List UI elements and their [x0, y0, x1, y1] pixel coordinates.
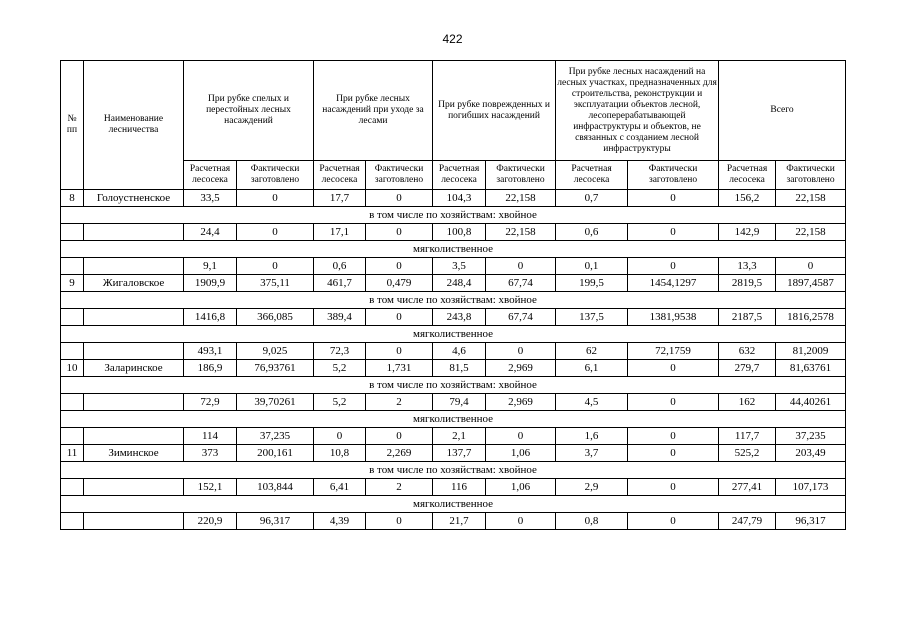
value-cell: 152,1: [184, 479, 237, 496]
value-cell: 1,06: [486, 445, 556, 462]
value-cell: 2,9: [556, 479, 628, 496]
subheader-actual: Фактически заготовлено: [628, 161, 719, 190]
value-cell: 6,41: [314, 479, 366, 496]
value-cell: 0: [366, 258, 433, 275]
value-cell: 2187,5: [719, 309, 776, 326]
subheader-actual: Фактически заготовлено: [776, 161, 846, 190]
value-cell: 203,49: [776, 445, 846, 462]
value-cell: 44,40261: [776, 394, 846, 411]
table-row: [61, 513, 846, 530]
value-cell: 81,5: [433, 360, 486, 377]
table-row: [61, 360, 846, 377]
value-cell: 0: [486, 513, 556, 530]
row-number: [61, 343, 84, 360]
value-cell: 76,93761: [237, 360, 314, 377]
value-cell: 248,4: [433, 275, 486, 292]
forestry-name: [84, 309, 184, 326]
value-cell: 0: [486, 428, 556, 445]
value-cell: 2: [366, 394, 433, 411]
category-row: [61, 292, 846, 309]
value-cell: 525,2: [719, 445, 776, 462]
col-group-header: При рубке спелых и перестойных лесных насаждений: [184, 61, 314, 161]
table-row: [61, 479, 846, 496]
table-row: [61, 428, 846, 445]
value-cell: 1897,4587: [776, 275, 846, 292]
value-cell: 0: [366, 309, 433, 326]
value-cell: 186,9: [184, 360, 237, 377]
value-cell: 9,025: [237, 343, 314, 360]
table-row: [61, 275, 846, 292]
row-number: [61, 258, 84, 275]
value-cell: 142,9: [719, 224, 776, 241]
category-row: [61, 377, 846, 394]
value-cell: 0,6: [556, 224, 628, 241]
value-cell: 0: [237, 224, 314, 241]
table-row: [61, 224, 846, 241]
category-row: [61, 496, 846, 513]
forestry-name: Жигаловское: [84, 275, 184, 292]
table-body: [61, 190, 846, 530]
page-number: 422: [442, 32, 463, 46]
value-cell: 81,63761: [776, 360, 846, 377]
table-row: [61, 445, 846, 462]
forestry-name: [84, 428, 184, 445]
value-cell: 5,2: [314, 394, 366, 411]
category-label: в том числе по хозяйствам: хвойное: [61, 207, 846, 224]
value-cell: 2: [366, 479, 433, 496]
value-cell: 67,74: [486, 275, 556, 292]
value-cell: 103,844: [237, 479, 314, 496]
value-cell: 0: [486, 258, 556, 275]
value-cell: 116: [433, 479, 486, 496]
value-cell: 107,173: [776, 479, 846, 496]
value-cell: 0,1: [556, 258, 628, 275]
value-cell: 24,4: [184, 224, 237, 241]
value-cell: 0: [628, 224, 719, 241]
value-cell: 22,158: [486, 190, 556, 207]
value-cell: 0: [628, 190, 719, 207]
subheader-planned: Расчетная лесосека: [184, 161, 237, 190]
subheader-actual: Фактически заготовлено: [366, 161, 433, 190]
subheader-planned: Расчетная лесосека: [719, 161, 776, 190]
value-cell: 67,74: [486, 309, 556, 326]
row-number: [61, 479, 84, 496]
value-cell: 0: [366, 190, 433, 207]
value-cell: 137,5: [556, 309, 628, 326]
value-cell: 0: [314, 428, 366, 445]
value-cell: 1381,9538: [628, 309, 719, 326]
forestry-name: [84, 258, 184, 275]
value-cell: 247,79: [719, 513, 776, 530]
subheader-actual: Фактически заготовлено: [237, 161, 314, 190]
value-cell: 2,269: [366, 445, 433, 462]
value-cell: 0,8: [556, 513, 628, 530]
value-cell: 22,158: [776, 224, 846, 241]
value-cell: 17,1: [314, 224, 366, 241]
row-number: 9: [61, 275, 84, 292]
category-label: мягколиственное: [61, 411, 846, 428]
value-cell: 243,8: [433, 309, 486, 326]
value-cell: 2819,5: [719, 275, 776, 292]
forestry-name: [84, 343, 184, 360]
value-cell: 0: [628, 394, 719, 411]
category-label: в том числе по хозяйствам: хвойное: [61, 462, 846, 479]
value-cell: 0: [366, 343, 433, 360]
category-row: [61, 207, 846, 224]
row-number: [61, 224, 84, 241]
col-group-header: При рубке лесных насаждений на лесных участках, предназначенных для строительства, реконструкции и эксплуатации объектов лесной, лесоперерабатывающей инфраструктуры и объектов, не связанных с созданием лесной инфраструктуры: [556, 61, 719, 161]
row-number: 8: [61, 190, 84, 207]
value-cell: 0,7: [556, 190, 628, 207]
value-cell: 0: [486, 343, 556, 360]
value-cell: 3,5: [433, 258, 486, 275]
value-cell: 162: [719, 394, 776, 411]
value-cell: 0: [628, 360, 719, 377]
value-cell: 277,41: [719, 479, 776, 496]
table-row: [61, 394, 846, 411]
row-number: [61, 428, 84, 445]
value-cell: 200,161: [237, 445, 314, 462]
value-cell: 100,8: [433, 224, 486, 241]
value-cell: 1,731: [366, 360, 433, 377]
value-cell: 1454,1297: [628, 275, 719, 292]
value-cell: 1816,2578: [776, 309, 846, 326]
value-cell: 389,4: [314, 309, 366, 326]
forestry-name: [84, 479, 184, 496]
value-cell: 22,158: [486, 224, 556, 241]
value-cell: 0: [366, 224, 433, 241]
table-header: [61, 61, 846, 190]
value-cell: 461,7: [314, 275, 366, 292]
value-cell: 0: [237, 190, 314, 207]
table-row: [61, 309, 846, 326]
category-row: [61, 241, 846, 258]
value-cell: 3,7: [556, 445, 628, 462]
row-number: 11: [61, 445, 84, 462]
value-cell: 72,3: [314, 343, 366, 360]
value-cell: 37,235: [237, 428, 314, 445]
value-cell: 0: [628, 428, 719, 445]
col-group-header: При рубке поврежденных и погибших насаждений: [433, 61, 556, 161]
value-cell: 21,7: [433, 513, 486, 530]
value-cell: 0: [366, 513, 433, 530]
subheader-planned: Расчетная лесосека: [556, 161, 628, 190]
value-cell: 199,5: [556, 275, 628, 292]
value-cell: 6,1: [556, 360, 628, 377]
value-cell: 62: [556, 343, 628, 360]
value-cell: 0: [776, 258, 846, 275]
value-cell: 33,5: [184, 190, 237, 207]
value-cell: 22,158: [776, 190, 846, 207]
value-cell: 13,3: [719, 258, 776, 275]
value-cell: 72,1759: [628, 343, 719, 360]
row-number: [61, 394, 84, 411]
value-cell: 117,7: [719, 428, 776, 445]
col-group-header: При рубке лесных насаждений при уходе за лесами: [314, 61, 433, 161]
forestry-name: [84, 513, 184, 530]
value-cell: 220,9: [184, 513, 237, 530]
value-cell: 0,6: [314, 258, 366, 275]
value-cell: 2,1: [433, 428, 486, 445]
value-cell: 375,11: [237, 275, 314, 292]
forestry-name: Голоустненское: [84, 190, 184, 207]
value-cell: 366,085: [237, 309, 314, 326]
col-header-name: Наименование лесничества: [84, 61, 184, 190]
col-header-no: № пп: [61, 61, 84, 190]
category-row: [61, 326, 846, 343]
value-cell: 493,1: [184, 343, 237, 360]
value-cell: 79,4: [433, 394, 486, 411]
value-cell: 0: [628, 258, 719, 275]
value-cell: 5,2: [314, 360, 366, 377]
value-cell: 0: [628, 513, 719, 530]
value-cell: 39,70261: [237, 394, 314, 411]
category-label: мягколиственное: [61, 241, 846, 258]
value-cell: 0: [628, 479, 719, 496]
value-cell: 0: [628, 445, 719, 462]
value-cell: 4,39: [314, 513, 366, 530]
category-label: мягколиственное: [61, 326, 846, 343]
row-number: [61, 309, 84, 326]
value-cell: 0: [237, 258, 314, 275]
subheader-planned: Расчетная лесосека: [314, 161, 366, 190]
category-label: в том числе по хозяйствам: хвойное: [61, 377, 846, 394]
value-cell: 1,6: [556, 428, 628, 445]
value-cell: 373: [184, 445, 237, 462]
value-cell: 72,9: [184, 394, 237, 411]
value-cell: 1416,8: [184, 309, 237, 326]
value-cell: 0: [366, 428, 433, 445]
subheader-actual: Фактически заготовлено: [486, 161, 556, 190]
category-row: [61, 411, 846, 428]
value-cell: 114: [184, 428, 237, 445]
value-cell: 1909,9: [184, 275, 237, 292]
value-cell: 4,5: [556, 394, 628, 411]
value-cell: 2,969: [486, 394, 556, 411]
value-cell: 4,6: [433, 343, 486, 360]
row-number: 10: [61, 360, 84, 377]
forest-report-table: [60, 60, 846, 530]
value-cell: 156,2: [719, 190, 776, 207]
value-cell: 2,969: [486, 360, 556, 377]
value-cell: 137,7: [433, 445, 486, 462]
category-row: [61, 462, 846, 479]
table-row: [61, 258, 846, 275]
value-cell: 17,7: [314, 190, 366, 207]
value-cell: 0,479: [366, 275, 433, 292]
value-cell: 96,317: [237, 513, 314, 530]
subheader-planned: Расчетная лесосека: [433, 161, 486, 190]
value-cell: 1,06: [486, 479, 556, 496]
value-cell: 104,3: [433, 190, 486, 207]
row-number: [61, 513, 84, 530]
forestry-name: [84, 224, 184, 241]
forestry-name: Зиминское: [84, 445, 184, 462]
value-cell: 632: [719, 343, 776, 360]
value-cell: 37,235: [776, 428, 846, 445]
value-cell: 10,8: [314, 445, 366, 462]
value-cell: 9,1: [184, 258, 237, 275]
category-label: в том числе по хозяйствам: хвойное: [61, 292, 846, 309]
value-cell: 96,317: [776, 513, 846, 530]
col-group-header: Всего: [719, 61, 846, 161]
value-cell: 279,7: [719, 360, 776, 377]
forestry-name: [84, 394, 184, 411]
forestry-name: Заларинское: [84, 360, 184, 377]
value-cell: 81,2009: [776, 343, 846, 360]
table-row: [61, 343, 846, 360]
table-row: [61, 190, 846, 207]
category-label: мягколиственное: [61, 496, 846, 513]
